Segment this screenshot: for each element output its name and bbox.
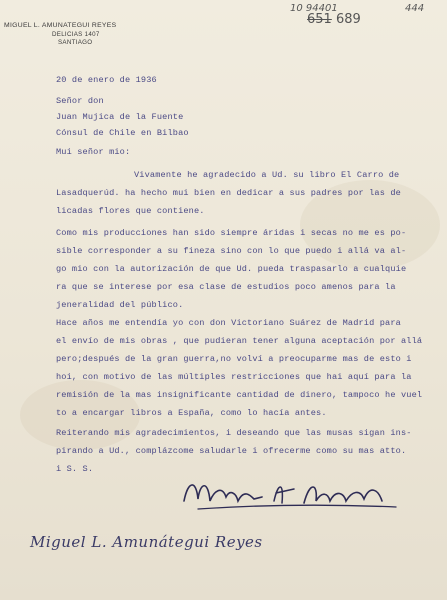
closing-formula: i S. S. [56,464,94,474]
body-line: Lasadquerúd. ha hecho mui bien en dedicar a sus padres por las de [56,188,401,198]
salutation: Mui señor mio: [56,147,131,157]
body-line: Reiterando mis agradecimientos, i deseando que las musas sigan ins- [56,428,412,438]
signature-scribble [178,471,408,513]
recipient-line: Señor don [56,96,104,106]
body-line: go mio con la autorización de que Ud. pueda traspasarlo a cualquie [56,264,407,274]
letterhead-address: DELICIAS 1407 [52,31,100,38]
body-line: hoi, con motivo de las múltiples restricciones que hai aquí para la [56,372,412,382]
body-line: Hace años me entendía yo con don Victoriano Suárez de Madrid para [56,318,401,328]
handwritten-name-annotation: Miguel L. Amunátegui Reyes [30,533,263,551]
body-line: licadas flores que contiene. [56,206,205,216]
body-line: el envío de mis obras , que pudieran tener alguna aceptación por allá [56,336,423,346]
body-line: to a encargar libros a España, como lo hacía antes. [56,408,327,418]
letterhead-name: MIGUEL L. AMUNATEGUI REYES [4,22,117,29]
body-line: sible corresponder a su fineza sino con lo que puedo i allá va al- [56,246,407,256]
archive-renumbering [307,12,361,27]
recipient-line: Cónsul de Chile en Bilbao [56,128,189,138]
body-line: ra que se interese por esa clase de estudios poco amenos para la [56,282,396,292]
recipient-line: Juan Mujica de la Fuente [56,112,184,122]
body-line: jeneralidad del público. [56,300,184,310]
body-line: remisión de la mas insignificante cantidad de dinero, tampoco he vuel [56,390,423,400]
body-line: Vivamente he agradecido a Ud. su libro El Carro de [134,170,400,180]
body-line: pero;después de la gran guerra,no volví a preocuparme mas de esto i [56,354,412,364]
new-reference: 689 [335,12,361,27]
body-line: Como mis producciones han sido siempre áridas i secas no me es po- [56,228,407,238]
archive-reference-number: 10 94401 [290,3,338,14]
struck-reference: 651 [307,12,332,27]
letter-date: 20 de enero de 1936 [56,75,157,85]
body-line: pirando a Ud., complázcome saludarle i ofrecerme como su mas atto. [56,446,407,456]
archive-corner-number: 444 [405,3,425,14]
letterhead-city: SANTIAGO [58,39,93,46]
